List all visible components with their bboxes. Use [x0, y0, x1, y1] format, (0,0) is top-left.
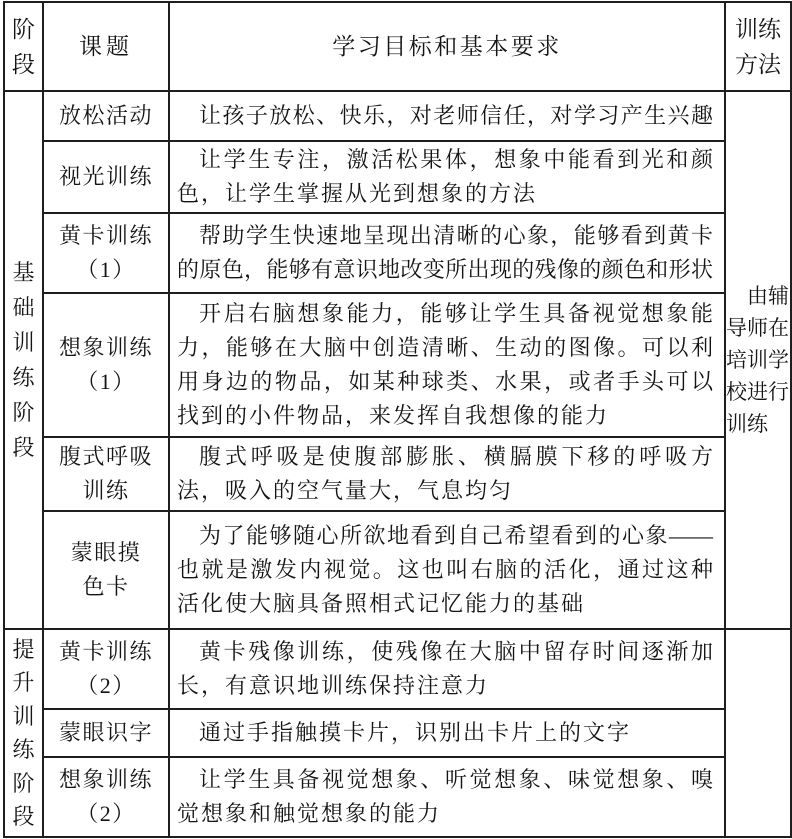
header-stage-label: 阶段	[12, 15, 35, 77]
header-stage-cell	[4, 2, 43, 91]
topic-line: 想象训练	[58, 767, 153, 792]
table-row	[4, 511, 791, 629]
topic-line: 训练	[82, 478, 130, 503]
topic-line: （2）	[76, 801, 136, 826]
goal-line: 黄卡残像训练，使残像在大脑中留存时间逐渐加	[199, 639, 713, 664]
topic-cell	[43, 511, 169, 629]
topic-cell	[43, 629, 169, 709]
table-row	[4, 757, 791, 837]
goal-cell	[169, 293, 725, 437]
goal-line: 的原色，能够有意识地改变所出现的残像的颜色和形状	[177, 257, 713, 282]
goal-line: 帮助学生快速地呈现出清晰的心象，能够看到黄卡	[199, 223, 713, 248]
topic-line: 视光训练	[58, 164, 153, 189]
topic-line: 色卡	[82, 574, 130, 599]
goal-line: 长，有意识地训练保持注意力	[177, 673, 490, 698]
topic-line: （1）	[76, 257, 136, 282]
goal-line: 开启右脑想象能力，能够让学生具备视觉想象能	[199, 301, 713, 326]
goal-line: 为了能够随心所欲地看到自己希望看到的心象——	[199, 523, 713, 548]
stage-cell-basic	[4, 91, 43, 629]
topic-cell	[43, 709, 169, 757]
goal-cell	[169, 437, 725, 511]
goal-line: 通过手指触摸卡片，识别出卡片上的文字	[199, 720, 632, 745]
topic-line: 蒙眼识字	[58, 720, 153, 745]
table-row	[4, 437, 791, 511]
topic-line: （1）	[76, 369, 136, 394]
goal-line: 也就是激发内视觉。这也叫右脑的活化，通过这种	[177, 557, 713, 582]
header-goal-label: 学习目标和基本要求	[332, 33, 562, 59]
goal-line: 用身边的物品，如某种球类、水果，或者手头可以	[177, 369, 713, 394]
goal-cell	[169, 213, 725, 293]
goal-cell	[169, 629, 725, 709]
topic-cell	[43, 293, 169, 437]
topic-line: 放松活动	[58, 103, 153, 128]
header-method-label: 训练方法	[735, 15, 781, 77]
method-text: 由辅导师在培训学校进行训练	[726, 284, 789, 436]
training-course-table	[3, 1, 792, 838]
goal-cell	[169, 757, 725, 837]
header-row	[4, 2, 791, 91]
goal-line: 力，能够在大脑中创造清晰、生动的图像。可以利	[177, 335, 713, 360]
method-cell-advanced	[725, 629, 791, 837]
goal-line: 活化使大脑具备照相式记忆能力的基础	[177, 591, 586, 616]
table-row	[4, 629, 791, 709]
goal-cell	[169, 141, 725, 213]
topic-cell	[43, 213, 169, 293]
stage-name: 基础训练阶段	[12, 260, 35, 460]
goal-line: 色，让学生掌握从光到想象的方法	[177, 181, 538, 206]
topic-cell	[43, 91, 169, 141]
topic-line: 腹式呼吸	[58, 444, 153, 469]
goal-cell	[169, 709, 725, 757]
table-row	[4, 91, 791, 141]
topic-line: 黄卡训练	[58, 639, 153, 664]
topic-line: 蒙眼摸	[70, 540, 142, 565]
topic-line: 想象训练	[58, 335, 153, 360]
method-cell-basic	[725, 91, 791, 629]
header-topic-cell	[43, 2, 169, 91]
goal-cell	[169, 511, 725, 629]
goal-line: 让学生专注，激活松果体，想象中能看到光和颜	[199, 147, 713, 172]
topic-cell	[43, 757, 169, 837]
goal-cell	[169, 91, 725, 141]
header-goal-cell	[169, 2, 725, 91]
goal-line: 让学生具备视觉想象、听觉想象、味觉想象、嗅	[199, 767, 713, 792]
goal-line: 腹式呼吸是使腹部膨胀、横膈膜下移的呼吸方	[199, 444, 713, 469]
table-row	[4, 213, 791, 293]
topic-cell	[43, 437, 169, 511]
header-method-cell	[725, 2, 791, 91]
topic-cell	[43, 141, 169, 213]
topic-line: 黄卡训练	[58, 223, 153, 248]
table-row	[4, 709, 791, 757]
stage-name: 提升训练阶段	[12, 636, 35, 829]
goal-line: 让孩子放松、快乐，对老师信任，对学习产生兴趣	[199, 103, 713, 128]
stage-cell-advanced	[4, 629, 43, 837]
goal-line: 法，吸入的空气量大，气息均匀	[177, 478, 514, 503]
goal-line: 觉想象和触觉想象的能力	[177, 801, 442, 826]
header-topic-label: 课题	[79, 33, 133, 59]
goal-line: 找到的小件物品，来发挥自我想像的能力	[177, 403, 610, 428]
table-row	[4, 141, 791, 213]
topic-line: （2）	[76, 673, 136, 698]
table-row	[4, 293, 791, 437]
